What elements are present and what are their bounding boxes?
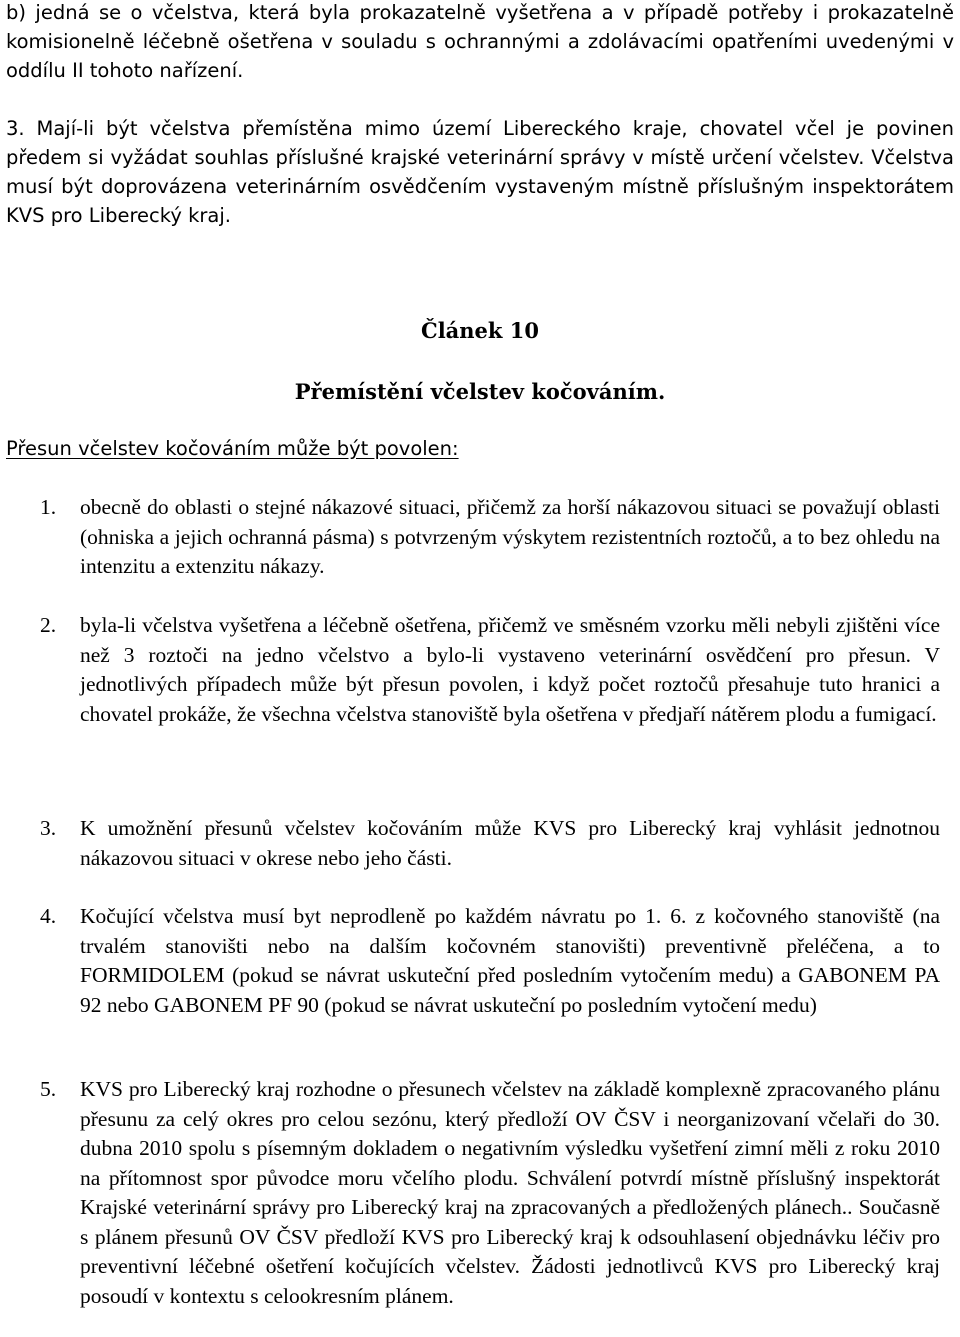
list-item-number: 3.	[40, 816, 57, 840]
article-title: Článek 10	[420, 318, 539, 343]
list-item-text: obecně do oblasti o stejné nákazové situaci, přičemž za horší nákazovou situaci se považují oblasti (ohniska a jejich ochranná pásma) s potvrzeným výskytem rezistentních roztočů, a to bez ohledu na intenzitu a extenzitu nákazy.	[80, 495, 940, 578]
list-item	[40, 611, 940, 729]
article-subtitle: Přemístění včelstev kočováním.	[294, 379, 666, 404]
article-lead: Přesun včelstev kočováním může být povolen:	[6, 437, 459, 460]
list-item-text: Kočující včelstva musí byt neprodleně po každém návratu po 1. 6. z kočovného stanoviště (na trvalém stanovišti nebo na dalším kočovném stanovišti) preventivně přeléčena, a to FORMIDOLEM (pokud se návrat uskuteční před posledním vytočením medu) a GABONEM PA 92 nebo GABONEM PF 90 (pokud se návrat uskuteční po posledním vytočení medu)	[80, 904, 940, 1017]
list-item-number: 4.	[40, 904, 57, 928]
list-item-text: K umožnění přesunů včelstev kočováním může KVS pro Liberecký kraj vyhlásit jednotnou nákazovou situaci v okrese nebo jeho části.	[80, 816, 940, 870]
list-item	[40, 814, 940, 873]
paragraph-b: b) jedná se o včelstva, která byla prokazatelně vyšetřena a v případě potřeby i prokazatelně komisionelně léčebně ošetřena v souladu s ochrannými a zdolávacími opatřeními uvedenými v oddílu II tohoto nařízení.	[6, 1, 954, 82]
list-item-text: byla-li včelstva vyšetřena a léčebně ošetřena, přičemž ve směsném vzorku měli nebyli zjištěni více než 3 roztoči na jedno včelstvo a bylo-li vystaveno veterinární osvědčení pro přesun. V jednotlivých případech může být přesun povolen, i když počet roztočů přesahuje tuto hranici a chovatel prokáže, že všechna včelstva stanoviště byla ošetřena v předjaří nátěrem plodu a fumigací.	[80, 613, 940, 726]
list-item	[40, 493, 940, 582]
list-item	[40, 1075, 940, 1311]
list-item-number: 2.	[40, 613, 57, 637]
list-item-number: 1.	[40, 495, 57, 519]
list-item-text: KVS pro Liberecký kraj rozhodne o přesunech včelstev na základě komplexně zpracovaného plánu přesunu za celý okres pro celou sezónu, který předloží OV ČSV i neorganizovaní včelaři do 30. dubna 2010 spolu s písemným dokladem o negativním výsledku vyšetření zimní měli z roku 2010 na přítomnost spor původce moru včelího plodu. Schválení potvrdí místně příslušný inspektorát Krajské veterinární správy pro Liberecký kraj na zpracovaných a předložených plánech.. Současně s plánem přesunů OV ČSV předloží KVS pro Liberecký kraj k odsouhlasení objednávku léčiv pro preventivní léčebné ošetření kočujících včelstev. Žádosti jednotlivců KVS pro Liberecký kraj posoudí v kontextu s celookresním plánem.	[80, 1077, 940, 1308]
list-item-number: 5.	[40, 1077, 57, 1101]
paragraph-3: 3. Mají-li být včelstva přemístěna mimo území Libereckého kraje, chovatel včel je povinen předem si vyžádat souhlas příslušné krajské veterinární správy v místě určení včelstev. Včelstva musí být doprovázena veterinárním osvědčením vystaveným místně příslušným inspektorátem KVS pro Liberecký kraj.	[6, 117, 954, 227]
list-item	[40, 902, 940, 1020]
